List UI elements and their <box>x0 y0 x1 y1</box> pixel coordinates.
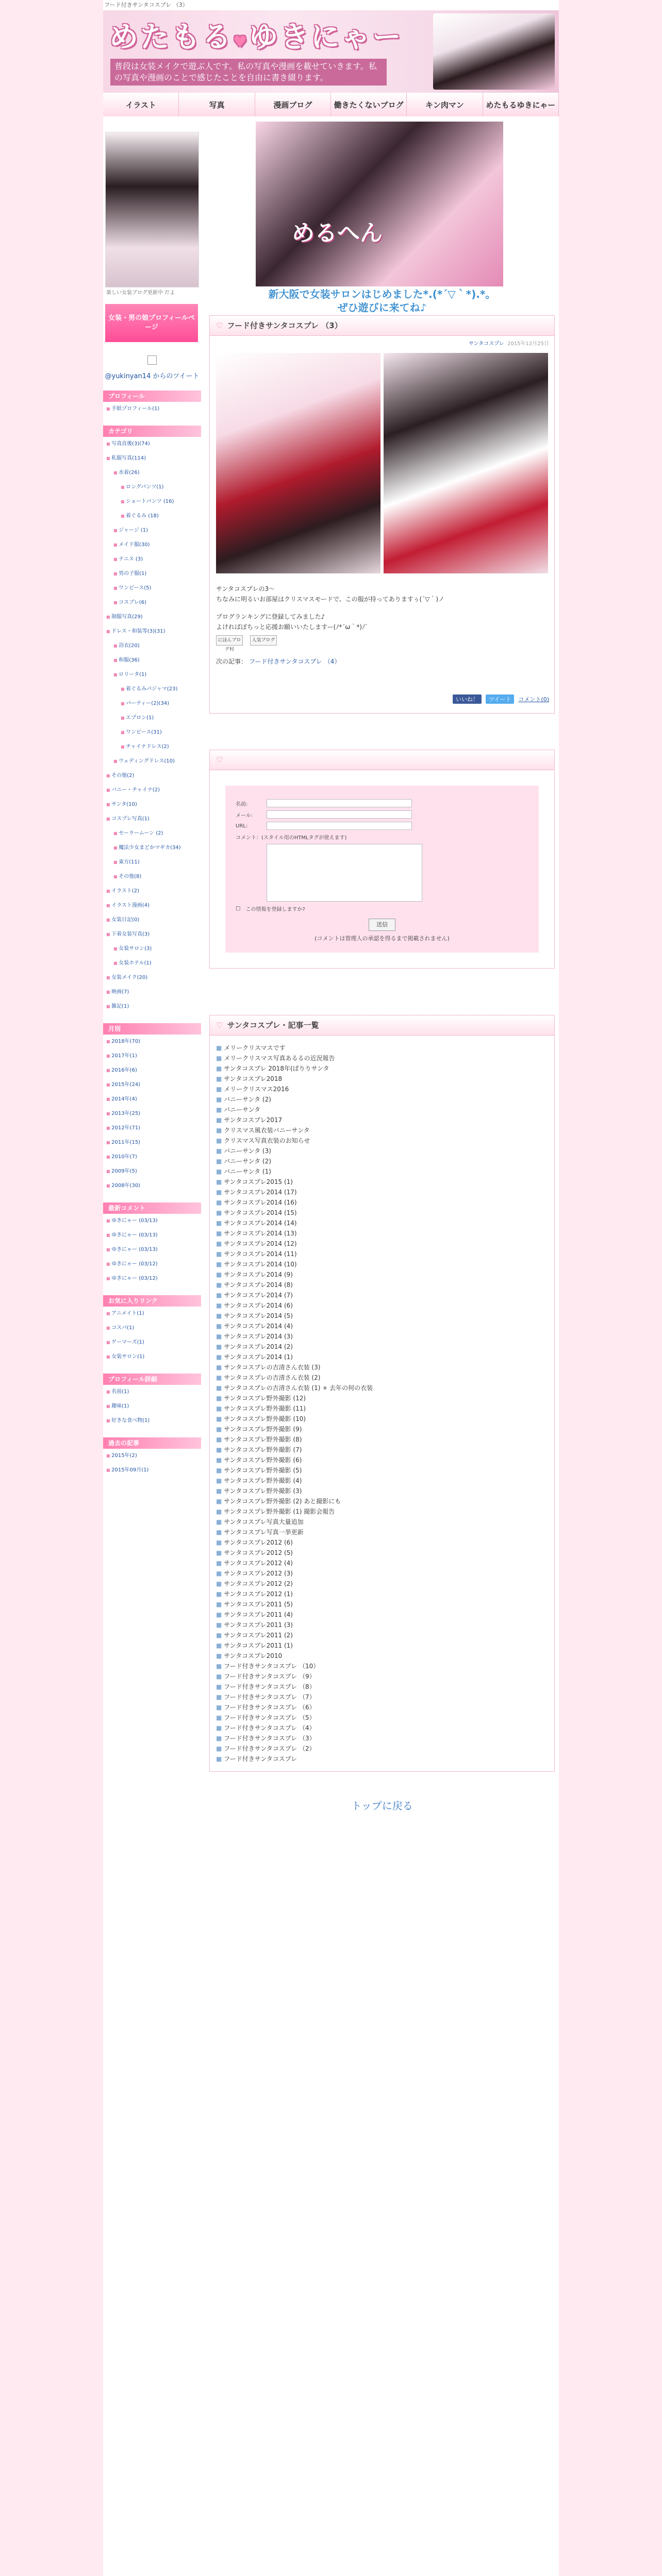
related-post-link[interactable]: ■ サンタコスプレ2011 (5) <box>216 1599 548 1609</box>
remember-row <box>236 905 528 912</box>
sidebar-link[interactable]: ■ パーティー(2)(34) <box>106 697 201 711</box>
related-posts-list <box>210 1036 554 1771</box>
mail-label: メール: <box>236 812 253 819</box>
related-post-link[interactable]: ■ フード付きサンタコスプレ （3） <box>216 1733 548 1743</box>
nav-metamoru[interactable]: めたもるゆきにゃー <box>483 93 559 116</box>
sidebar-link[interactable]: ■ ワンピース(5) <box>106 581 201 596</box>
page-title: フード付きサンタコスプレ （3） <box>104 2 188 8</box>
promo-sign: めるへん <box>292 220 383 246</box>
tweets-link[interactable]: @yukinyan14 からのツイート <box>105 372 200 380</box>
sidebar-link[interactable]: ■ 水着(26) <box>106 466 201 480</box>
related-post-link[interactable]: ■ サンタコスプレ野外撮影 (6) <box>216 1455 548 1465</box>
sidebar-link[interactable]: ■ ウェディングドレス(10) <box>106 754 201 769</box>
sidebar-link[interactable]: ■ 制服写真(29) <box>106 610 201 624</box>
related-post-link[interactable]: ■ サンタコスプレ2018 <box>216 1074 548 1084</box>
sidebar-link[interactable]: ■ アニメイト(1) <box>106 1307 201 1321</box>
related-post-link[interactable]: ■ サンタコスプレ2014 (9) <box>216 1269 548 1280</box>
sidebar-link[interactable]: ■ 魔法少女まどかマギカ(34) <box>106 841 201 855</box>
post-date: 2015年12月25日 <box>507 341 549 347</box>
related-post-link[interactable]: ■ サンタコスプレ2012 (3) <box>216 1568 548 1579</box>
sidebar-link[interactable]: ■ 着ぐるみパジャマ(23) <box>106 682 201 697</box>
name-row <box>236 799 528 807</box>
sidebar-link[interactable]: ■ ゆきにゃー (03/12) <box>106 1257 201 1272</box>
share-bar <box>210 674 554 713</box>
related-post-link[interactable]: ■ メリークリスマスです <box>216 1043 548 1053</box>
sidebar-link[interactable]: ■ 名前(1) <box>106 1385 201 1399</box>
url-label: URL: <box>236 823 248 829</box>
related-post-link[interactable]: ■ クリスマス風衣装バニーサンタ <box>216 1125 548 1136</box>
related-post-link[interactable]: ■ サンタコスプレ野外撮影 (3) <box>216 1486 548 1496</box>
related-post-link[interactable]: ■ サンタコスプレの吉清さん衣装 (1) + 去年の何の衣装 <box>216 1383 548 1393</box>
sidebar-link[interactable]: ■ 2013年(25) <box>106 1107 201 1121</box>
nav-kinnikuman[interactable]: キン肉マン <box>407 93 483 116</box>
sidebar-link[interactable]: ■ 下着女装写真(3) <box>106 927 201 942</box>
broken-image-icon <box>147 355 157 365</box>
related-posts-heading: サンタコスプレ・記事一覧 <box>227 1021 319 1030</box>
promo-line-2: ぜひ遊びに来てね♪ <box>337 301 427 314</box>
related-post-link[interactable]: ■ サンタコスプレ2014 (12) <box>216 1239 548 1249</box>
sidebar-link[interactable]: ■ 2015年(2) <box>106 1449 201 1463</box>
name-label: 名前: <box>236 801 248 807</box>
sidebar-link[interactable]: ■ 2009年(5) <box>106 1164 201 1179</box>
sidebar-link[interactable]: ■ ゆきにゃー (03/13) <box>106 1243 201 1257</box>
related-post-link[interactable]: ■ サンタコスプレ2014 (4) <box>216 1321 548 1331</box>
related-post-link[interactable]: ■ バニーサンタ <box>216 1105 548 1115</box>
related-post-link[interactable]: ■ サンタコスプレ2014 (5) <box>216 1311 548 1321</box>
related-post-link[interactable]: ■ バニーサンタ (2) <box>216 1094 548 1105</box>
sidebar-link[interactable]: ■ 和服(36) <box>106 653 201 668</box>
site-tagline: 普段は女装メイクで遊ぶ人です。私の写真や漫画を載せていきます。私の写真や漫画のことで感じたことを自由に書き綴ります。 <box>110 59 387 86</box>
post-title-text: フード付きサンタコスプレ （3） <box>227 321 342 330</box>
logo-text: めたもる <box>109 21 233 54</box>
sidebar-link[interactable]: ■ ドレス・和装等(3)(31) <box>106 624 201 639</box>
post-photo[interactable] <box>384 353 548 573</box>
sidebar-link[interactable]: ■ 女装サロン(1) <box>106 1350 201 1364</box>
sidebar-link[interactable]: ■ 映画(7) <box>106 985 201 999</box>
comment-note: (コメントは管理人の承認を得るまで掲載されません) <box>315 935 450 942</box>
url-field[interactable] <box>267 822 412 830</box>
post-photos <box>210 350 554 577</box>
related-post-link[interactable]: ■ サンタコスプレ野外撮影 (2) あと撮影にも <box>216 1496 548 1506</box>
related-post-link[interactable]: ■ サンタコスプレ2014 (16) <box>216 1197 548 1208</box>
related-post-link[interactable]: ■ サンタコスプレ2015 (1) <box>216 1177 548 1187</box>
sidebar-section-heading: 最新コメント <box>103 1202 201 1214</box>
sidebar-link[interactable]: ■ テニス (3) <box>106 552 201 567</box>
comment-body-label: コメント：(スタイル用のHTMLタグが使えます) <box>236 835 347 841</box>
sidebar-link[interactable]: ■ イラスト漫画(4) <box>106 899 201 913</box>
sidebar-list <box>103 1307 201 1364</box>
sidebar-link[interactable]: ■ 手紙プロフィール(1) <box>106 402 201 416</box>
page-wrapper <box>103 0 559 2576</box>
site-logo[interactable] <box>109 14 403 56</box>
related-post-link[interactable]: ■ サンタコスプレ2014 (11) <box>216 1249 548 1259</box>
global-nav <box>103 93 559 116</box>
related-post-link[interactable]: ■ クリスマス写真衣装のお知らせ <box>216 1136 548 1146</box>
sidebar-link[interactable]: ■ 2016年(6) <box>106 1063 201 1078</box>
sidebar-link[interactable]: ■ 雑記(1) <box>106 999 201 1014</box>
next-post <box>210 649 554 674</box>
comment-section <box>209 750 555 969</box>
sidebar-list <box>103 1214 201 1286</box>
sidebar-link[interactable]: ■ チャイナドレス(2) <box>106 740 201 754</box>
comment-section-title <box>210 750 554 770</box>
sidebar-link[interactable]: ■ セーラームーン (2) <box>106 826 201 841</box>
sidebar-link[interactable]: ■ 2008年(30) <box>106 1179 201 1193</box>
related-post-link[interactable]: ■ サンタコスプレ2011 (4) <box>216 1609 548 1620</box>
comment-form <box>225 786 539 953</box>
profile-photo[interactable] <box>105 132 199 287</box>
sidebar-link[interactable]: ■ イラスト(2) <box>106 884 201 899</box>
heart-icon: ♡ <box>216 755 223 765</box>
related-post-link[interactable]: ■ フード付きサンタコスプレ <box>216 1754 548 1764</box>
logo-sub-text: ゆきにゃー <box>249 21 403 54</box>
related-post-link[interactable]: ■ サンタコスプレ2014 (13) <box>216 1228 548 1239</box>
promo-text <box>209 287 555 314</box>
related-post-link[interactable]: ■ サンタコスプレ 2018年(ぱりりサンタ <box>216 1063 548 1074</box>
post-text: よければぽちっと応援お願いいたしますー(ﾉ*´ω｀*)ﾉ゛ <box>216 623 372 631</box>
related-post-link[interactable]: ■ フード付きサンタコスプレ （7） <box>216 1692 548 1702</box>
sidebar-link[interactable]: ■ 女装日記(0) <box>106 913 201 927</box>
sidebar-link[interactable]: ■ ワンピース(31) <box>106 725 201 740</box>
related-post-link[interactable]: ■ サンタコスプレ2014 (15) <box>216 1208 548 1218</box>
sidebar-list <box>103 1449 201 1478</box>
related-post-link[interactable]: ■ サンタコスプレ野外撮影 (11) <box>216 1403 548 1414</box>
sidebar-link[interactable]: ■ 2015年(24) <box>106 1078 201 1092</box>
related-post-link[interactable]: ■ フード付きサンタコスプレ （5） <box>216 1713 548 1723</box>
related-post-link[interactable]: ■ サンタコスプレ2014 (17) <box>216 1187 548 1197</box>
remember-checkbox[interactable]: □ <box>236 906 241 911</box>
related-post-link[interactable]: ■ サンタコスプレ2014 (2) <box>216 1342 548 1352</box>
related-post-link[interactable]: ■ メリークリスマス2016 <box>216 1084 548 1094</box>
sidebar-link[interactable]: ■ ゆきにゃー (03/13) <box>106 1228 201 1243</box>
sidebar-link[interactable]: ■ サンタ(10) <box>106 798 201 812</box>
related-post-link[interactable]: ■ サンタコスプレの吉清さん衣装 (3) <box>216 1362 548 1372</box>
sidebar-link[interactable]: ■ 好きな食べ物(1) <box>106 1414 201 1428</box>
related-post-link[interactable]: ■ サンタコスプレ2014 (1) <box>216 1352 548 1362</box>
related-post-link[interactable]: ■ フード付きサンタコスプレ （6） <box>216 1702 548 1713</box>
related-post-link[interactable]: ■ フード付きサンタコスプレ （9） <box>216 1671 548 1682</box>
sidebar-link[interactable]: ■ 2011年(15) <box>106 1136 201 1150</box>
sidebar-link[interactable]: ■ 浴衣(20) <box>106 639 201 653</box>
promo-image <box>256 122 503 286</box>
sidebar-link[interactable]: ■ ロリータ(1) <box>106 668 201 682</box>
related-post-link[interactable]: ■ サンタコスプレ2012 (6) <box>216 1537 548 1548</box>
related-post-link[interactable]: ■ サンタコスプレ2014 (7) <box>216 1290 548 1300</box>
related-post-link[interactable]: ■ フード付きサンタコスプレ （8） <box>216 1682 548 1692</box>
ranking-buttons <box>210 632 554 652</box>
sidebar-link[interactable]: ■ その他(8) <box>106 870 201 884</box>
related-post-link[interactable]: ■ サンタコスプレ2014 (8) <box>216 1280 548 1290</box>
salon-promo[interactable] <box>209 122 555 312</box>
related-post-link[interactable]: ■ フード付きサンタコスプレ （4） <box>216 1723 548 1733</box>
sidebar-link[interactable]: ■ その他(2) <box>106 769 201 783</box>
sidebar-link[interactable]: ■ 私服写真(114) <box>106 451 201 466</box>
sidebar-link[interactable]: ■ 東方(11) <box>106 855 201 870</box>
sidebar-link[interactable]: ■ ロングパンツ(1) <box>106 480 201 495</box>
nav-photo[interactable]: 写真 <box>179 93 255 116</box>
nav-illust[interactable]: イラスト <box>103 93 179 116</box>
nav-work-blog[interactable]: 働きたくないブログ <box>331 93 407 116</box>
related-post-link[interactable]: ■ サンタコスプレ2011 (1) <box>216 1640 548 1651</box>
post-meta <box>210 336 554 350</box>
sidebar-link[interactable]: ■ バニー・チャイナ(2) <box>106 783 201 798</box>
mail-field[interactable] <box>267 810 412 819</box>
related-post-link[interactable]: ■ フード付きサンタコスプレ （2） <box>216 1743 548 1754</box>
sidebar-link[interactable]: ■ コスプレ写真(1) <box>106 812 201 826</box>
related-post-link[interactable]: ■ サンタコスプレ2012 (2) <box>216 1579 548 1589</box>
site-header <box>103 10 559 93</box>
related-post-link[interactable]: ■ メリークリスマス写真あるるの近況報告 <box>216 1053 548 1063</box>
sidebar-link[interactable]: ■ 男の子服(1) <box>106 567 201 581</box>
sidebar-link[interactable]: ■ 写真直後(3)(74) <box>106 437 201 451</box>
sidebar-link[interactable]: ■ 2010年(7) <box>106 1150 201 1164</box>
related-post-link[interactable]: ■ バニーサンタ (2) <box>216 1156 548 1166</box>
sidebar-link[interactable]: ■ 着ぐるみ (18) <box>106 509 201 523</box>
related-post-link[interactable]: ■ サンタコスプレ写真大量追加 <box>216 1517 548 1527</box>
sidebar-section-heading: プロフィール <box>103 391 201 402</box>
sidebar-link[interactable]: ■ ジャージ (1) <box>106 523 201 538</box>
post <box>209 315 555 714</box>
sidebar-section-heading: カテゴリ <box>103 426 201 437</box>
ranking-button[interactable]: 人気ブログ <box>250 635 277 646</box>
facebook-like-button[interactable]: いいね！ <box>453 694 482 704</box>
sidebar-link[interactable]: ■ 女装ホテル(1) <box>106 956 201 971</box>
url-row <box>236 822 528 830</box>
sidebar-sections <box>103 391 201 1478</box>
related-posts-title <box>210 1015 554 1036</box>
related-post-link[interactable]: ■ サンタコスプレ野外撮影 (12) <box>216 1393 548 1403</box>
related-post-link[interactable]: ■ サンタコスプレ2012 (5) <box>216 1548 548 1558</box>
post-text: ブログランキングに登録してみました♪ <box>216 613 325 620</box>
related-post-link[interactable]: ■ サンタコスプレ野外撮影 (10) <box>216 1414 548 1424</box>
related-post-link[interactable]: ■ サンタコスプレ野外撮影 (9) <box>216 1424 548 1434</box>
remember-label: この情報を登録しますか? <box>245 907 305 912</box>
post-title <box>210 316 554 336</box>
body-label-row <box>236 833 528 841</box>
sidebar-link[interactable]: ■ 2015年09月(1) <box>106 1463 201 1478</box>
mail-row <box>236 810 528 819</box>
related-post-link[interactable]: ■ サンタコスプレ2017 <box>216 1115 548 1125</box>
related-post-link[interactable]: ■ バニーサンタ (1) <box>216 1166 548 1177</box>
sidebar-link[interactable]: ■ メイド服(30) <box>106 538 201 552</box>
sidebar <box>103 124 201 1478</box>
sidebar-section-heading: 過去の記事 <box>103 1437 201 1449</box>
next-post-link[interactable]: フード付きサンタコスプレ （4） <box>249 658 341 665</box>
sidebar-link[interactable]: ■ エプロン(1) <box>106 711 201 725</box>
related-post-link[interactable]: ■ フード付きサンタコスプレ （10） <box>216 1661 548 1671</box>
sidebar-list <box>103 437 201 1014</box>
sidebar-link[interactable]: ■ コスパ(1) <box>106 1321 201 1335</box>
related-post-link[interactable]: ■ サンタコスプレ2011 (2) <box>216 1630 548 1640</box>
promo-line-1: 新大阪で女装サロンはじめました*.(*´▽｀*).*。 <box>268 288 496 300</box>
profile-caption: 楽しい女装ブログ更新中 だよ <box>106 290 175 296</box>
sidebar-link[interactable]: ■ ゲーマーズ(1) <box>106 1335 201 1350</box>
sidebar-section-heading: プロフィール詳細 <box>103 1374 201 1385</box>
related-post-link[interactable]: ■ サンタコスプレ2014 (6) <box>216 1300 548 1311</box>
sidebar-link[interactable]: ■ ショートパンツ (16) <box>106 495 201 509</box>
related-post-link[interactable]: ■ サンタコスプレ野外撮影 (7) <box>216 1445 548 1455</box>
related-posts <box>209 1015 555 1772</box>
related-post-link[interactable]: ■ サンタコスプレ2012 (4) <box>216 1558 548 1568</box>
heart-icon: ♡ <box>216 321 223 330</box>
sidebar-link[interactable]: ■ 2012年(71) <box>106 1121 201 1136</box>
sidebar-link[interactable]: ■ 趣味(1) <box>106 1399 201 1414</box>
tweet-button[interactable]: ツイート <box>486 694 514 704</box>
sidebar-section-heading: 月別 <box>103 1023 201 1035</box>
sidebar-list <box>103 1385 201 1428</box>
related-post-link[interactable]: ■ サンタコスプレ野外撮影 (5) <box>216 1465 548 1476</box>
sidebar-link[interactable]: ■ ゆきにゃー (03/12) <box>106 1272 201 1286</box>
comment-count-link[interactable]: コメント(0) <box>518 696 549 703</box>
sidebar-list <box>103 402 201 416</box>
back-to-top-link[interactable]: トップに戻る <box>351 1800 413 1812</box>
post-text: サンタコスプレの3～ <box>216 585 275 592</box>
submit-button[interactable]: 送信 <box>369 919 395 931</box>
related-post-link[interactable]: ■ サンタコスプレ写真一挙更新 <box>216 1527 548 1537</box>
related-post-link[interactable]: ■ サンタコスプレ野外撮影 (8) <box>216 1434 548 1445</box>
nav-manga-blog[interactable]: 漫画ブログ <box>255 93 331 116</box>
sidebar-link[interactable]: ■ ゆきにゃー (03/13) <box>106 1214 201 1228</box>
related-post-link[interactable]: ■ サンタコスプレの吉清さん衣装 (2) <box>216 1372 548 1383</box>
related-post-link[interactable]: ■ サンタコスプレ野外撮影 (1) 撮影会報告 <box>216 1506 548 1517</box>
heart-icon: ♡ <box>216 1021 223 1030</box>
related-post-link[interactable]: ■ サンタコスプレ野外撮影 (4) <box>216 1476 548 1486</box>
header-photo <box>433 13 555 90</box>
name-field[interactable] <box>267 799 412 807</box>
next-label: 次の記事： <box>216 658 247 665</box>
related-post-link[interactable]: ■ サンタコスプレ2010 <box>216 1651 548 1661</box>
related-post-link[interactable]: ■ サンタコスプレ2011 (3) <box>216 1620 548 1630</box>
related-post-link[interactable]: ■ サンタコスプレ2014 (14) <box>216 1218 548 1228</box>
comment-textarea[interactable] <box>267 844 422 902</box>
sidebar-link[interactable]: ■ 女装サロン(3) <box>106 942 201 956</box>
post-text: ちなみに明るいお部屋はクリスマスモードで、この服が持ってありますぅ(´▽｀)ノ <box>216 596 445 603</box>
sidebar-section-heading: お気に入りリンク <box>103 1295 201 1307</box>
sidebar-link[interactable]: ■ 女装メイク(20) <box>106 971 201 985</box>
related-post-link[interactable]: ■ サンタコスプレ2012 (1) <box>216 1589 548 1599</box>
sidebar-link[interactable]: ■ コスプレ(6) <box>106 596 201 610</box>
related-post-link[interactable]: ■ サンタコスプレ2014 (3) <box>216 1331 548 1342</box>
related-post-link[interactable]: ■ バニーサンタ (3) <box>216 1146 548 1156</box>
ranking-button[interactable]: にほんブログ村 <box>216 635 243 646</box>
sidebar-list <box>103 1035 201 1193</box>
sidebar-link[interactable]: ■ 2017年(1) <box>106 1049 201 1063</box>
profile-banner[interactable]: 女装・男の娘プロフィールページ <box>105 304 198 342</box>
sidebar-link[interactable]: ■ 2018年(70) <box>106 1035 201 1049</box>
heart-icon: ♥ <box>233 33 249 51</box>
post-photo[interactable] <box>216 353 380 573</box>
post-category[interactable]: サンタコスプレ <box>469 341 504 347</box>
post-body <box>210 577 554 632</box>
sidebar-link[interactable]: ■ 2014年(4) <box>106 1092 201 1107</box>
main-content <box>209 122 555 1812</box>
related-post-link[interactable]: ■ サンタコスプレ2014 (10) <box>216 1259 548 1269</box>
